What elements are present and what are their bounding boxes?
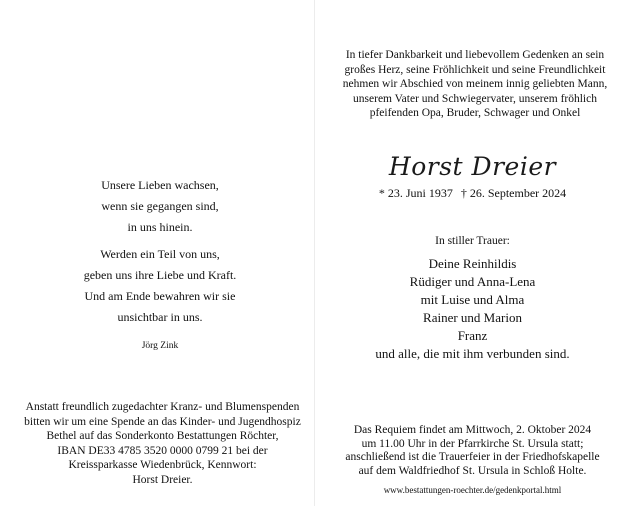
mourner: mit Luise und Alma [420,292,525,307]
intro-line: In tiefer Dankbarkeit und liebevollem Gedenken an sein [345,49,605,61]
mourner: Rüdiger und Anna-Lena [409,274,536,289]
service-line: auf dem Waldfriedhof St. Ursula in Schloß Holte. [358,464,587,477]
donation-notice [20,400,305,487]
poem-line: unsichtbar in uns. [117,310,203,324]
poem-line: Und am Ende bewahren wir sie [84,289,236,303]
service-line: Das Requiem findet am Mittwoch, 2. Oktober 2024 [353,424,592,436]
life-dates [315,186,630,201]
birth-date: * 23. Juni 1937 [378,186,453,200]
poem-stanza-1 [60,175,260,238]
service-info [325,424,620,478]
intro-line: nehmen wir Abschied von meinem innig geliebten Mann, [342,78,608,90]
mourner: Rainer und Marion [423,310,522,325]
poem-line: wenn sie gegangen sind, [101,199,219,213]
mourner: Franz [457,328,488,343]
right-page [315,0,630,506]
memorial-website-link[interactable]: www.bestattungen-roechter.de/gedenkportal.html [383,485,562,495]
donation-line: Anstatt freundlich zugedachter Kranz- und Blumenspenden [25,401,300,413]
donation-line: Kreissparkasse Wiedenbrück, Kennwort: [68,459,257,471]
donation-line: bitten wir um eine Spende an das Kinder- und Jugendhospiz [24,415,301,428]
mourning-block [315,235,630,363]
mourner: und alle, die mit ihm verbunden sind. [375,346,570,361]
poem [60,175,260,357]
intro-line: großes Herz, seine Fröhlichkeit und seine Freundlichkeit [344,63,606,76]
poem-line: geben uns ihre Liebe und Kraft. [83,268,237,282]
mourning-heading: In stiller Trauer: [435,235,510,247]
service-line: um 11.00 Uhr in der Pfarrkirche St. Ursula statt; [361,437,584,450]
mourner: Deine Reinhildis [428,256,517,271]
donation-line: IBAN DE33 4785 3520 0000 0799 21 bei der [57,444,268,457]
death-date: † 26. September 2024 [460,186,567,200]
poem-author: Jörg Zink [141,341,179,351]
deceased-block [315,152,630,201]
donation-line: Bethel auf das Sonderkonto Bestattungen Röchter, [46,430,279,442]
donation-line: Horst Dreier. [132,473,193,486]
poem-stanza-2 [60,244,260,328]
intro-line: pfeifenden Opa, Bruder, Schwager und Onkel [369,107,581,119]
poem-line: Werden ein Teil von uns, [100,247,220,261]
intro-text [335,48,615,121]
deceased-name: Horst Dreier [388,152,557,181]
poem-line: in uns hinein. [127,220,193,234]
poem-line: Unsere Lieben wachsen, [101,178,219,192]
intro-line: unserem Vater und Schwiegervater, unserem fröhlich [353,92,597,105]
mourners-list [315,255,630,363]
service-line: anschließend ist die Trauerfeier in der Friedhofskapelle [345,451,600,463]
